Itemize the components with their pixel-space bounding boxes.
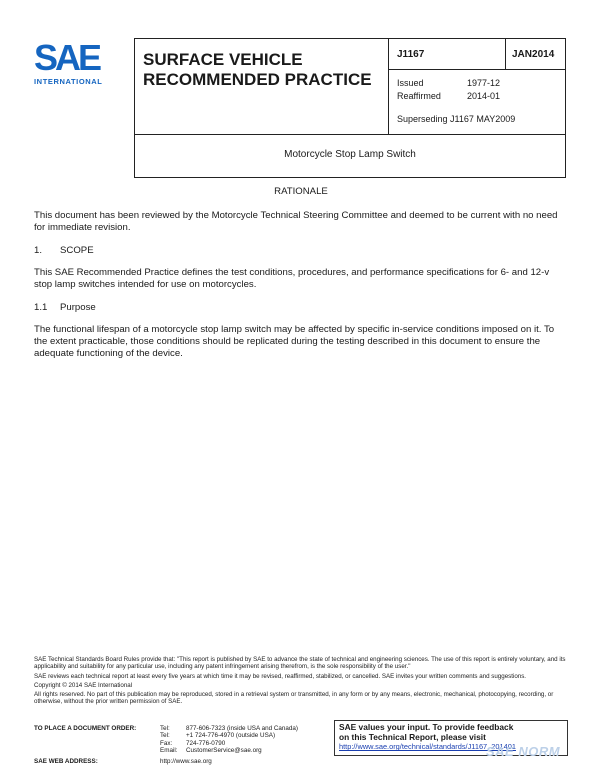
section-number: 1.1 — [34, 302, 48, 313]
fax-number: 724-776-0790 — [186, 739, 226, 747]
legal-footer — [34, 656, 568, 708]
web-address[interactable]: http://www.sae.org — [160, 758, 212, 765]
section-1-heading — [34, 245, 568, 257]
contact-lines — [160, 725, 350, 755]
document-body — [34, 186, 568, 371]
section-number: 1. — [34, 245, 43, 256]
tel-label: Tel: — [160, 725, 170, 732]
document-history — [397, 77, 500, 103]
copyright-text: Copyright © 2014 SAE International — [34, 681, 133, 689]
rationale-heading: RATIONALE — [274, 186, 328, 197]
feedback-line-2: on this Technical Report, please visit — [339, 731, 486, 742]
document-category-title: SURFACE VEHICLE RECOMMENDED PRACTICE — [143, 50, 372, 89]
web-label: SAE WEB ADDRESS: — [34, 758, 98, 765]
reaffirmed-label: Reaffirmed — [397, 91, 441, 101]
document-title: Motorcycle Stop Lamp Switch — [284, 149, 416, 160]
issued-label: Issued — [397, 78, 424, 88]
fax-label: Fax: — [160, 739, 173, 747]
section-1-1-heading — [34, 302, 568, 314]
sae-logo — [34, 37, 114, 86]
document-number: J1167 — [397, 49, 425, 60]
section-1-1-text: The functional lifespan of a motorcycle stop lamp switch may be affected by specific in-service conditions imposed on it. To the extent practicable, those conditions should be replicated during the testing described in this document to ensure the adequate functioning of the device. — [34, 324, 555, 359]
section-1-text: This SAE Recommended Practice defines the test conditions, procedures, and performance specifications for 6- and 12-v stop lamp switches intended for use on motorcycles. — [34, 267, 550, 290]
tel-label: Tel: — [160, 732, 170, 740]
feedback-link[interactable]: http://www.sae.org/technical/standards/J1167_201401 — [339, 742, 516, 752]
section-title: SCOPE — [60, 245, 94, 256]
rationale-text: This document has been reviewed by the Motorcycle Technical Steering Committee and deemed to be current with no need for immediate revision. — [34, 210, 558, 233]
tel-number: 877-606-7323 (inside USA and Canada) — [186, 725, 299, 732]
email-address[interactable]: CustomerService@sae.org — [186, 747, 262, 755]
logo-mark: SAE — [34, 37, 100, 78]
logo-subtitle: INTERNATIONAL — [34, 77, 103, 86]
reaffirmed-value: 2014-01 — [467, 91, 501, 101]
rights-text: All rights reserved. No part of this publication may be reproduced, stored in a retrieval system or transmitted, in any form or by any means, electronic, mechanical, photocopying, recording, or otherwise, without the prior written permission of SAE. — [34, 691, 554, 706]
email-label: Email: — [160, 747, 178, 755]
section-title: Purpose — [60, 302, 96, 313]
tel-number: +1 724-776-4970 (outside USA) — [186, 732, 276, 740]
review-text: SAE reviews each technical report at least every five years at which time it may be revised, reaffirmed, stabilized, or cancelled. SAE invites your written comments and suggestions. — [34, 672, 527, 680]
feedback-line-1: SAE values your input. To provide feedback — [339, 722, 514, 732]
document-date: JAN2014 — [512, 49, 555, 60]
board-rules-text: SAE Technical Standards Board Rules provide that: "This report is published by SAE to advance the state of technical and engineering sciences. The use of this report is entirely voluntary, and its applicability and suitability for any particular use, including any patent infringement arising therefrom, is the sole responsibility of the user." — [34, 656, 566, 671]
document-header-box — [134, 38, 566, 178]
issued-value: 1977-12 — [467, 78, 501, 88]
order-label: TO PLACE A DOCUMENT ORDER: — [34, 725, 137, 732]
superseding-note: Superseding J1167 MAY2009 — [397, 114, 516, 124]
watermark-logo: SAE NORM — [486, 744, 561, 759]
